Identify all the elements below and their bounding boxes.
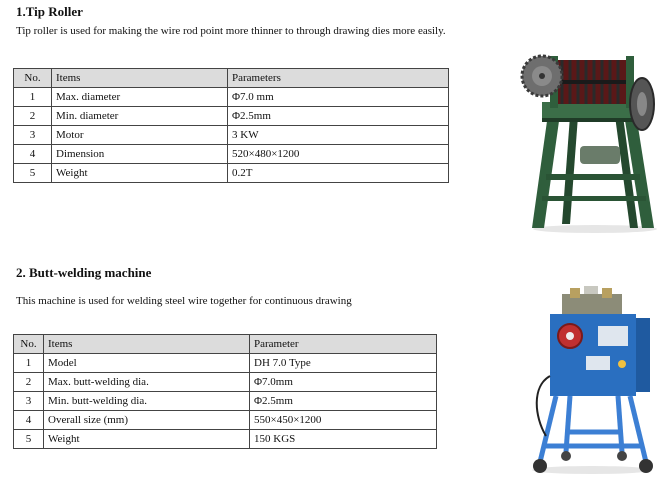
cell-param: 3 KW bbox=[228, 126, 449, 145]
section1-description: Tip roller is used for making the wire rod point more thinner to through drawing dies more easily. bbox=[16, 25, 446, 37]
cell-no: 2 bbox=[14, 107, 52, 126]
cell-item: Max. diameter bbox=[52, 88, 228, 107]
header-items: Items bbox=[44, 335, 250, 354]
table-row bbox=[14, 373, 437, 392]
cell-item: Model bbox=[44, 354, 250, 373]
cell-item: Motor bbox=[52, 126, 228, 145]
cell-item: Min. butt-welding dia. bbox=[44, 392, 250, 411]
table-row bbox=[14, 354, 437, 373]
table-row bbox=[14, 392, 437, 411]
cell-item: Max. butt-welding dia. bbox=[44, 373, 250, 392]
tip-roller-machine-photo-icon bbox=[520, 46, 660, 236]
cell-param: 150 KGS bbox=[250, 430, 437, 449]
cell-param: Φ2.5mm bbox=[250, 392, 437, 411]
cell-no: 2 bbox=[14, 373, 44, 392]
cell-param: DH 7.0 Type bbox=[250, 354, 437, 373]
table-row bbox=[14, 126, 449, 145]
section2-title: 2. Butt-welding machine bbox=[16, 265, 152, 280]
header-no: No. bbox=[14, 69, 52, 88]
cell-item: Dimension bbox=[52, 145, 228, 164]
table-row bbox=[14, 430, 437, 449]
header-parameters: Parameters bbox=[228, 69, 449, 88]
tip-roller-spec-table bbox=[13, 68, 449, 183]
cell-no: 5 bbox=[14, 430, 44, 449]
table-row bbox=[14, 88, 449, 107]
cell-param: Φ7.0mm bbox=[250, 373, 437, 392]
cell-no: 1 bbox=[14, 88, 52, 107]
section1-title: 1.Tip Roller bbox=[16, 4, 83, 19]
cell-param: 0.2T bbox=[228, 164, 449, 183]
cell-param: Φ7.0 mm bbox=[228, 88, 449, 107]
butt-welding-spec-table bbox=[13, 334, 437, 449]
cell-no: 4 bbox=[14, 145, 52, 164]
table-row bbox=[14, 145, 449, 164]
cell-param: 550×450×1200 bbox=[250, 411, 437, 430]
table-row bbox=[14, 411, 437, 430]
header-parameters: Parameter bbox=[250, 335, 437, 354]
header-no: No. bbox=[14, 335, 44, 354]
table-header-row bbox=[14, 69, 449, 88]
cell-no: 3 bbox=[14, 126, 52, 145]
cell-no: 4 bbox=[14, 411, 44, 430]
table-header-row bbox=[14, 335, 437, 354]
cell-no: 3 bbox=[14, 392, 44, 411]
cell-item: Weight bbox=[44, 430, 250, 449]
cell-item: Overall size (mm) bbox=[44, 411, 250, 430]
cell-param: Φ2.5mm bbox=[228, 107, 449, 126]
cell-item: Min. diameter bbox=[52, 107, 228, 126]
header-items: Items bbox=[52, 69, 228, 88]
butt-welding-machine-photo-icon bbox=[522, 286, 660, 478]
table-row bbox=[14, 164, 449, 183]
section2-description: This machine is used for welding steel wire together for continuous drawing bbox=[16, 295, 352, 307]
table-row bbox=[14, 107, 449, 126]
cell-item: Weight bbox=[52, 164, 228, 183]
cell-no: 1 bbox=[14, 354, 44, 373]
cell-param: 520×480×1200 bbox=[228, 145, 449, 164]
cell-no: 5 bbox=[14, 164, 52, 183]
